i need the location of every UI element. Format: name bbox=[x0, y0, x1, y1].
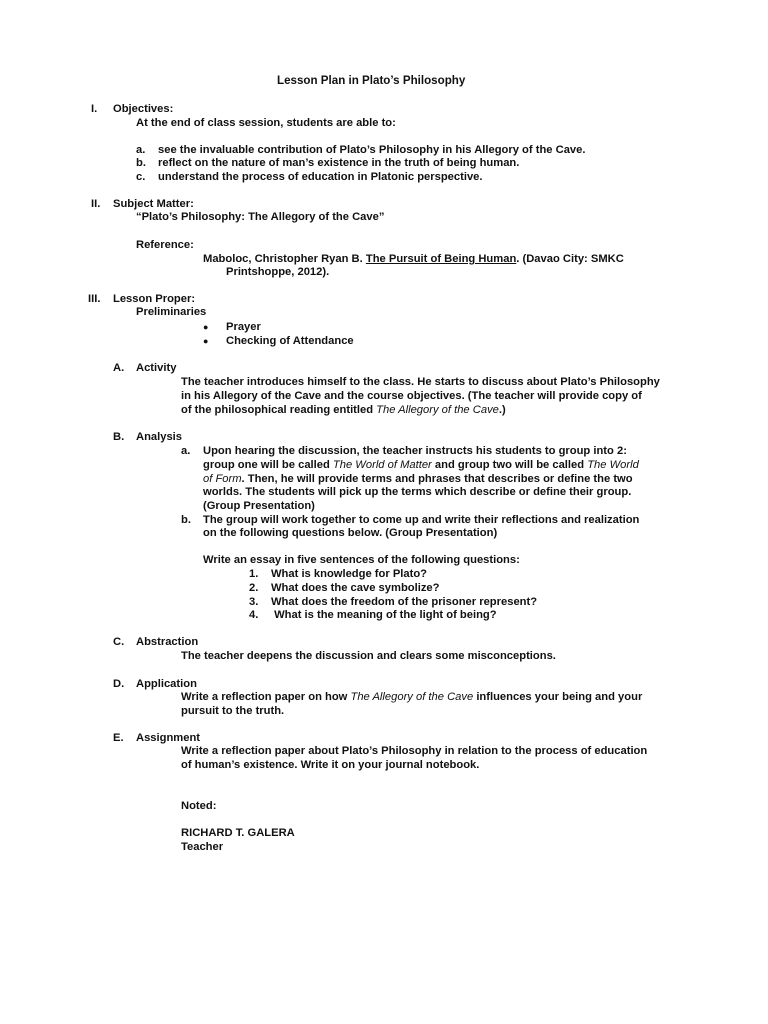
reference-publisher-cont: Printshoppe, 2012). bbox=[226, 266, 330, 278]
text-run: and group two will be called bbox=[431, 459, 588, 471]
subsection-letter: C. bbox=[113, 636, 125, 648]
reference-publisher: . (Davao City: SMKC bbox=[516, 253, 624, 265]
analysis-text: worlds. The students will pick up the terms which describe or define their group. bbox=[203, 486, 632, 498]
list-letter: a. bbox=[181, 445, 191, 457]
analysis-text: (Group Presentation) bbox=[203, 500, 315, 512]
bullet-icon: ● bbox=[203, 322, 209, 332]
question-item: What is knowledge for Plato? bbox=[271, 568, 428, 580]
list-letter: b. bbox=[136, 157, 146, 169]
section-heading-lesson-proper: Lesson Proper: bbox=[113, 293, 196, 305]
question-item: What does the cave symbolize? bbox=[271, 582, 440, 594]
text-run: Write a reflection paper on how bbox=[181, 691, 351, 703]
assignment-text: Write a reflection paper about Plato’s Philosophy in relation to the process of education bbox=[181, 745, 648, 757]
prelim-item: Checking of Attendance bbox=[226, 335, 354, 347]
analysis-text bbox=[203, 473, 633, 487]
preliminaries-heading: Preliminaries bbox=[136, 306, 207, 318]
application-text: pursuit to the truth. bbox=[181, 705, 285, 717]
question-item: What is the meaning of the light of being? bbox=[271, 609, 497, 621]
group-name: The World bbox=[587, 459, 639, 471]
subsection-heading-analysis: Analysis bbox=[136, 431, 183, 443]
prelim-item: Prayer bbox=[226, 321, 261, 333]
reference-label: Reference: bbox=[136, 239, 194, 251]
text-run: of the philosophical reading entitled bbox=[181, 404, 377, 416]
application-text bbox=[181, 691, 642, 705]
signatory-role: Teacher bbox=[181, 841, 224, 853]
analysis-text bbox=[203, 459, 639, 473]
objective-item: understand the process of education in Platonic perspective. bbox=[158, 171, 483, 183]
text-run: .) bbox=[498, 404, 506, 416]
section-heading-subject-matter: Subject Matter: bbox=[113, 198, 194, 210]
activity-text: The teacher introduces himself to the class. He starts to discuss about Plato’s Philosophy bbox=[181, 376, 660, 388]
text-run: influences your being and your bbox=[473, 691, 643, 703]
question-item: What does the freedom of the prisoner represent? bbox=[271, 596, 538, 608]
subsection-letter: A. bbox=[113, 362, 125, 374]
section-number: I. bbox=[91, 103, 98, 115]
text-run: group one will be called bbox=[203, 459, 333, 471]
activity-text bbox=[181, 404, 506, 418]
question-number: 2. bbox=[249, 582, 259, 594]
abstraction-text: The teacher deepens the discussion and clears some misconceptions. bbox=[181, 650, 556, 662]
subsection-heading-activity: Activity bbox=[136, 362, 177, 374]
activity-text: in his Allegory of the Cave and the course objectives. (The teacher will provide copy of bbox=[181, 390, 642, 402]
objectives-intro: At the end of class session, students are able to: bbox=[136, 117, 396, 129]
question-number: 1. bbox=[249, 568, 259, 580]
reference-line bbox=[203, 253, 624, 267]
analysis-text: The group will work together to come up and write their reflections and realization bbox=[203, 514, 640, 526]
objective-item: see the invaluable contribution of Plato’s Philosophy in his Allegory of the Cave. bbox=[158, 144, 586, 156]
subsection-heading-abstraction: Abstraction bbox=[136, 636, 199, 648]
section-number: II. bbox=[91, 198, 101, 210]
subsection-letter: D. bbox=[113, 678, 125, 690]
section-number: III. bbox=[88, 293, 101, 305]
assignment-text: of human’s existence. Write it on your journal notebook. bbox=[181, 759, 480, 771]
group-name: of Form bbox=[203, 473, 242, 485]
subsection-letter: B. bbox=[113, 431, 125, 443]
noted-label: Noted: bbox=[181, 800, 217, 812]
section-heading-objectives: Objectives: bbox=[113, 103, 174, 115]
list-letter: b. bbox=[181, 514, 191, 526]
page-title: Lesson Plan in Plato’s Philosophy bbox=[277, 74, 466, 87]
question-number: 4. bbox=[249, 609, 259, 621]
list-letter: a. bbox=[136, 144, 146, 156]
subject-topic: “Plato’s Philosophy: The Allegory of the Cave” bbox=[136, 211, 385, 223]
subsection-letter: E. bbox=[113, 732, 124, 744]
reading-title: The Allegory of the Cave bbox=[376, 404, 499, 416]
question-number: 3. bbox=[249, 596, 259, 608]
group-name: The World of Matter bbox=[332, 459, 432, 471]
analysis-text: on the following questions below. (Group Presentation) bbox=[203, 527, 498, 539]
essay-intro: Write an essay in five sentences of the following questions: bbox=[203, 554, 520, 566]
analysis-text: Upon hearing the discussion, the teacher instructs his students to group into 2: bbox=[203, 445, 627, 457]
text-run: . Then, he will provide terms and phrases that describes or define the two bbox=[241, 473, 633, 485]
subsection-heading-assignment: Assignment bbox=[136, 732, 201, 744]
bullet-icon: ● bbox=[203, 336, 209, 346]
subsection-heading-application: Application bbox=[136, 678, 197, 690]
reference-author: Maboloc, Christopher Ryan B. bbox=[203, 253, 366, 265]
reference-book-title: The Pursuit of Being Human bbox=[365, 253, 517, 265]
objective-item: reflect on the nature of man’s existence in the truth of being human. bbox=[158, 157, 520, 169]
reading-title: The Allegory of the Cave bbox=[350, 691, 474, 703]
list-letter: c. bbox=[136, 171, 146, 183]
signatory-name: RICHARD T. GALERA bbox=[181, 827, 295, 839]
